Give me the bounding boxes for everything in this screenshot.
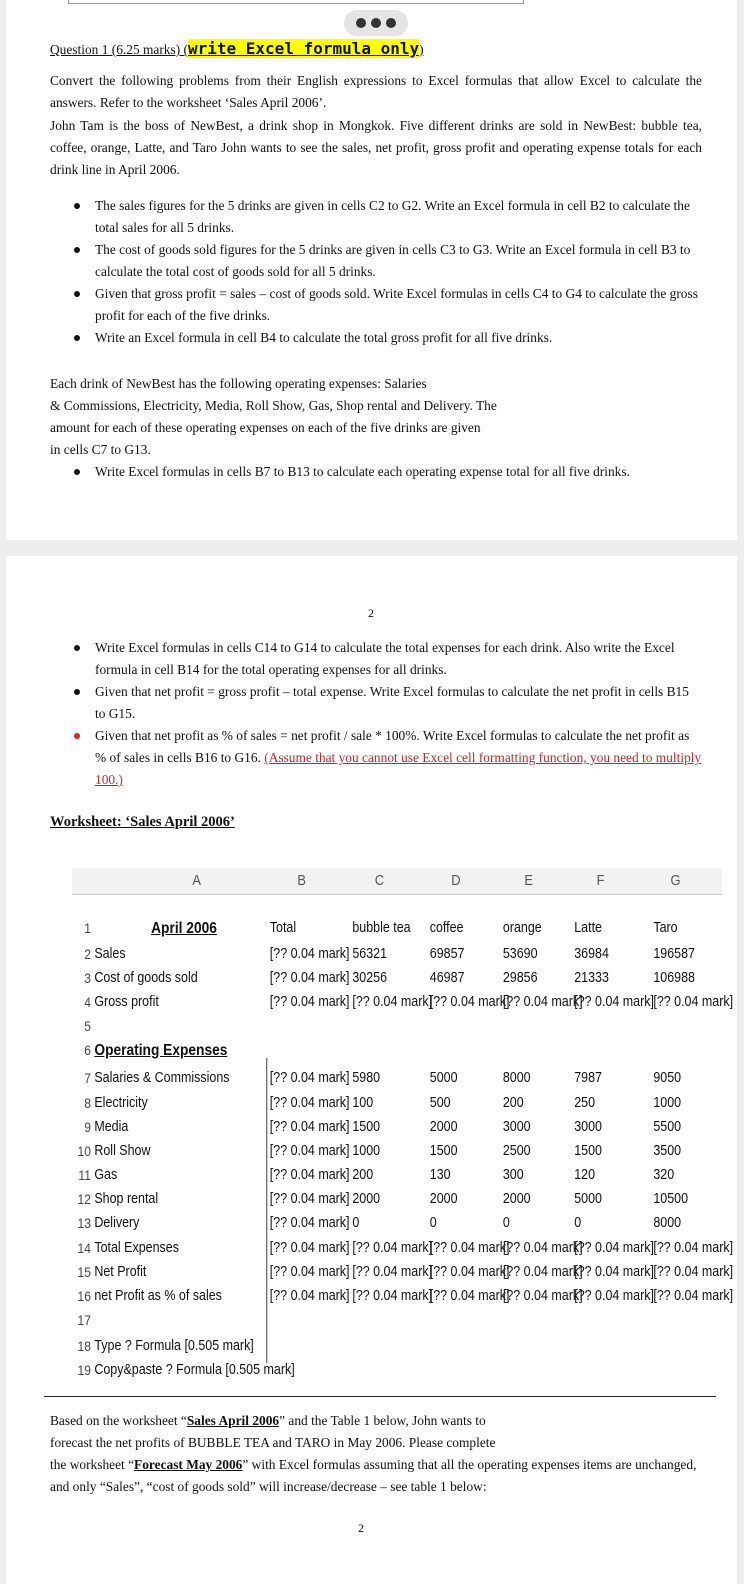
- table-cell: 46987: [429, 970, 465, 986]
- table-cell: 7987: [574, 1070, 602, 1086]
- question-highlight: write Excel formula only: [187, 39, 420, 58]
- table-cell: [?? 0.04 mark]: [502, 1240, 583, 1256]
- row-label-cell: April 2006: [151, 920, 217, 937]
- table-cell: 200: [502, 1095, 524, 1111]
- table-cell: [?? 0.04 mark]: [352, 1288, 433, 1304]
- column-header: F: [596, 872, 605, 889]
- row-label-cell: Media: [94, 1119, 129, 1135]
- table-cell: 120: [574, 1167, 596, 1183]
- row-number: 6: [84, 1042, 91, 1058]
- table-cell: [?? 0.04 mark]: [269, 1167, 350, 1183]
- table-cell: [?? 0.04 mark]: [653, 994, 734, 1010]
- table-cell: [?? 0.04 mark]: [429, 1264, 510, 1280]
- table-cell: 100: [352, 1095, 374, 1111]
- row-number: 4: [84, 994, 91, 1010]
- table-cell: 9050: [653, 1070, 682, 1086]
- table-cell: [?? 0.04 mark]: [352, 1240, 433, 1256]
- column-header: E: [524, 872, 533, 889]
- table-cell: 130: [429, 1167, 451, 1183]
- table-cell: 1500: [574, 1143, 602, 1159]
- page-2: [6, 556, 737, 1584]
- table-cell: 0: [574, 1215, 582, 1231]
- table-cell: 0: [502, 1215, 510, 1231]
- list-item: Write Excel formulas in cells C14 to G14 to calculate the total expenses for each drink. Also write the Excel formula in cell B14 for the total operating expenses for all drinks.: [50, 637, 702, 681]
- row-number: 19: [77, 1362, 91, 1378]
- table-cell: 2500: [502, 1143, 531, 1159]
- page-1: [6, 0, 737, 540]
- task-list-3: [50, 637, 702, 791]
- column-header: C: [374, 872, 385, 889]
- table-cell: [?? 0.04 mark]: [574, 1264, 654, 1280]
- table-cell: [?? 0.04 mark]: [653, 1264, 734, 1280]
- task-list-1: [50, 195, 702, 349]
- section-divider: [44, 1396, 716, 1397]
- table-cell: 300: [502, 1167, 524, 1183]
- table-cell: 0: [352, 1215, 360, 1231]
- table-cell: [?? 0.04 mark]: [502, 1288, 583, 1304]
- table-cell: [?? 0.04 mark]: [653, 1288, 734, 1304]
- table-cell: [?? 0.04 mark]: [269, 1240, 350, 1256]
- table-cell: Latte: [574, 920, 602, 936]
- table-cell: 10500: [653, 1191, 689, 1207]
- table-cell: orange: [502, 920, 542, 936]
- table-cell: [?? 0.04 mark]: [429, 1288, 510, 1304]
- list-item: The cost of goods sold figures for the 5 drinks are given in cells C3 to G3. Write an Excel formula in cell B3 to calculate the total cost of goods sold for all 5 drinks.: [50, 239, 702, 283]
- forecast-paragraph: Based on the worksheet “Sales April 2006” and the Table 1 below, John wants to forecast the net profits of BUBBLE TEA and TARO in May 2006. Please complete the worksheet “Forecast May 2006” with Excel formulas assuming that all the operating expenses items are unchanged, and only “Sales”, “cost of goods sold” will increase/decrease – see table 1 below:: [50, 1413, 697, 1494]
- row-label-cell: Cost of goods sold: [94, 970, 198, 986]
- table-cell: 2000: [429, 1119, 458, 1135]
- table-cell: 1500: [352, 1119, 381, 1135]
- expenses-paragraph: Each drink of NewBest has the following operating expenses: Salaries & Commissions, Electricity, Media, Roll Show, Gas, Shop rental and Delivery. The amount for each of these operating expenses on each of the five drinks are given in cells C7 to G13.: [50, 376, 497, 457]
- table-cell: 1500: [429, 1143, 458, 1159]
- row-label-cell: Net Profit: [94, 1264, 147, 1280]
- table-cell: 8000: [502, 1070, 531, 1086]
- row-label-cell: Gross profit: [94, 994, 159, 1010]
- table-cell: [?? 0.04 mark]: [502, 1264, 583, 1280]
- table-cell: 500: [429, 1095, 451, 1111]
- table-cell: Taro: [653, 920, 678, 936]
- page-top-rule: [68, 0, 524, 4]
- row-label-cell: Copy&paste ? Formula [0.505 mark]: [94, 1362, 295, 1378]
- table-cell: 200: [352, 1167, 374, 1183]
- row-number: 16: [77, 1288, 91, 1304]
- row-label-cell: Gas: [94, 1167, 118, 1183]
- list-item: Given that gross profit = sales – cost of goods sold. Write Excel formulas in cells C4 to G4 to calculate the gross profit for each of the five drinks.: [50, 283, 702, 327]
- row-label-cell: Type ? Formula [0.505 mark]: [94, 1338, 254, 1354]
- row-label-cell: Operating Expenses: [94, 1042, 228, 1059]
- table-cell: [?? 0.04 mark]: [269, 970, 350, 986]
- row-number: 12: [77, 1191, 91, 1207]
- table-cell: 1000: [653, 1095, 682, 1111]
- row-number: 5: [84, 1018, 91, 1034]
- table-cell: 30256: [352, 970, 388, 986]
- table-cell: 56321: [352, 946, 388, 962]
- worksheet-title: Worksheet: ‘Sales April 2006’: [50, 814, 235, 830]
- table-cell: 196587: [653, 946, 695, 962]
- table-cell: [?? 0.04 mark]: [352, 1264, 433, 1280]
- table-cell: 2000: [502, 1191, 531, 1207]
- page-number: 2: [368, 606, 374, 620]
- table-cell: [?? 0.04 mark]: [269, 1095, 350, 1111]
- table-cell: 3000: [502, 1119, 531, 1135]
- intro-paragraph-2: John Tam is the boss of NewBest, a drink shop in Mongkok. Five different drinks are sold in NewBest: bubble tea, coffee, orange, Latte, and Taro John wants to see the sales, net profit, gross profit and operating expense totals for each drink line in April 2006.: [50, 118, 702, 177]
- table-cell: 2000: [352, 1191, 381, 1207]
- row-number: 3: [84, 970, 91, 986]
- row-number: 2: [84, 946, 91, 962]
- table-cell: [?? 0.04 mark]: [269, 1191, 350, 1207]
- table-cell: 320: [653, 1167, 675, 1183]
- table-cell: [?? 0.04 mark]: [429, 1240, 510, 1256]
- table-cell: 106988: [653, 970, 695, 986]
- table-cell: 29856: [502, 970, 538, 986]
- row-number: 11: [78, 1167, 91, 1183]
- table-cell: bubble tea: [352, 920, 411, 936]
- column-header: A: [192, 872, 202, 889]
- table-cell: [?? 0.04 mark]: [269, 1288, 350, 1304]
- table-cell: 250: [574, 1095, 596, 1111]
- row-label-cell: Delivery: [94, 1215, 140, 1231]
- row-number: 17: [77, 1312, 91, 1328]
- row-label-cell: Electricity: [94, 1095, 148, 1111]
- row-number: 10: [77, 1143, 91, 1159]
- column-header: B: [297, 872, 306, 889]
- table-cell: 5980: [352, 1070, 381, 1086]
- row-label-cell: Roll Show: [94, 1143, 151, 1159]
- row-label-cell: net Profit as % of sales: [94, 1288, 222, 1304]
- row-number: 7: [84, 1070, 91, 1086]
- table-cell: [?? 0.04 mark]: [502, 994, 583, 1010]
- cell-border: [266, 1058, 267, 1363]
- table-cell: [?? 0.04 mark]: [653, 1240, 734, 1256]
- column-header: D: [451, 872, 461, 889]
- table-cell: 8000: [653, 1215, 682, 1231]
- table-cell: 69857: [429, 946, 465, 962]
- table-cell: 3000: [574, 1119, 602, 1135]
- table-cell: 1000: [352, 1143, 381, 1159]
- table-cell: 5000: [429, 1070, 458, 1086]
- footer-page-number: 2: [358, 1521, 364, 1535]
- table-cell: 36984: [574, 946, 609, 962]
- table-cell: 5000: [574, 1191, 602, 1207]
- table-cell: 21333: [574, 970, 609, 986]
- assumption-note: (Assume that you cannot use Excel cell formatting function, you need to multiply 100.): [95, 750, 702, 787]
- row-number: 1: [84, 920, 91, 936]
- table-cell: 53690: [502, 946, 538, 962]
- row-number: 9: [84, 1119, 91, 1135]
- row-number: 15: [77, 1264, 91, 1280]
- table-cell: [?? 0.04 mark]: [429, 994, 510, 1010]
- row-number: 18: [77, 1338, 91, 1354]
- table-cell: [?? 0.04 mark]: [269, 994, 350, 1010]
- list-item: Write an Excel formula in cell B4 to calculate the total gross profit for all five drinks.: [50, 327, 702, 349]
- table-cell: [?? 0.04 mark]: [574, 1288, 654, 1304]
- row-number: 13: [77, 1215, 91, 1231]
- task-list-2: [50, 461, 702, 483]
- row-number: 14: [77, 1240, 91, 1256]
- table-cell: Total: [269, 920, 297, 936]
- row-number: 8: [84, 1095, 91, 1111]
- table-cell: [?? 0.04 mark]: [574, 994, 654, 1010]
- column-header: G: [670, 872, 681, 889]
- list-item: Write Excel formulas in cells B7 to B13 to calculate each operating expense total for all five drinks.: [50, 461, 702, 483]
- list-item: The sales figures for the 5 drinks are given in cells C2 to G2. Write an Excel formula in cell B2 to calculate the total sales for all 5 drinks.: [50, 195, 702, 239]
- table-cell: [?? 0.04 mark]: [269, 1264, 350, 1280]
- row-label-cell: Salaries & Commissions: [94, 1070, 230, 1086]
- row-label-cell: Sales: [94, 946, 126, 962]
- row-label-cell: Shop rental: [94, 1191, 159, 1207]
- question-title: Question 1 (6.25 marks) (write Excel formula only): [50, 39, 424, 58]
- table-cell: coffee: [429, 920, 464, 936]
- more-options-icon[interactable]: [344, 10, 408, 36]
- table-cell: [?? 0.04 mark]: [269, 1070, 350, 1086]
- table-cell: [?? 0.04 mark]: [574, 1240, 654, 1256]
- table-cell: [?? 0.04 mark]: [269, 946, 350, 962]
- table-cell: 2000: [429, 1191, 458, 1207]
- table-cell: [?? 0.04 mark]: [352, 994, 433, 1010]
- table-cell: [?? 0.04 mark]: [269, 1215, 350, 1231]
- list-item: Given that net profit = gross profit – total expense. Write Excel formulas to calculate the net profit in cells B15 to G15.: [50, 681, 702, 725]
- column-header-row: [72, 868, 722, 895]
- table-cell: 3500: [653, 1143, 682, 1159]
- table-cell: [?? 0.04 mark]: [269, 1143, 350, 1159]
- intro-paragraph-1: Convert the following problems from their English expressions to Excel formulas that allow Excel to calculate the answers. Refer to the worksheet ‘Sales April 2006’.: [50, 73, 702, 110]
- list-item: Given that net profit as % of sales = net profit / sale * 100%. Write Excel formulas to calculate the net profit as % of sales in cells B16 to G16. (Assume that you cannot use Excel cell formatting function, you need to multiply 100.): [50, 725, 702, 791]
- row-label-cell: Total Expenses: [94, 1240, 179, 1256]
- table-cell: 5500: [653, 1119, 682, 1135]
- table-cell: 0: [429, 1215, 437, 1231]
- worksheet-screenshot: [72, 868, 734, 1388]
- table-cell: [?? 0.04 mark]: [269, 1119, 350, 1135]
